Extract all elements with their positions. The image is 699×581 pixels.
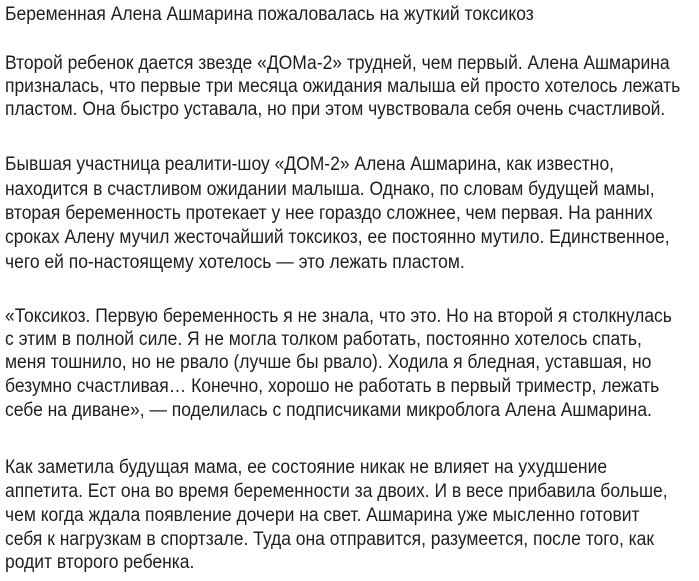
text-line: с этим в полной силе. Я не могла толком работать, постоянно хотелось спать,: [5, 329, 642, 350]
text-line: Как заметила будущая мама, ее состояние никак не влияет на ухудшение: [5, 457, 608, 478]
text-line: аппетита. Ест она во время беременности за двоих. И в весе прибавила больше,: [5, 481, 668, 502]
article-title: Беременная Алена Ашмарина пожаловалась на жуткий токсикоз: [5, 4, 534, 25]
text-line: пластом. Она быстро уставала, но при этом чувствовала себя очень счастливой.: [5, 99, 666, 120]
text-line: безумно счастливая… Конечно, хорошо не работать в первый триместр, лежать: [5, 376, 660, 397]
text-line: Второй ребенок дается звезде «ДОМа-2» трудней, чем первый. Алена Ашмарина: [5, 53, 670, 74]
text-line: себе на диване», — поделилась с подписчиками микроблога Алена Ашмарина.: [5, 400, 652, 421]
text-line: родит второго ребенка.: [5, 552, 195, 573]
text-line: «Токсикоз. Первую беременность я не знала, что это. Но на второй я столкнулась: [5, 306, 672, 327]
text-line: чего ей по-настоящему хотелось — это лежать пластом.: [5, 252, 465, 273]
text-line: чем когда ждала появление дочери на свет. Ашмарина уже мысленно готовит: [5, 505, 640, 526]
text-line: меня тошнило, но не рвало (лучше бы рвало). Ходила я бледная, уставшая, но: [5, 352, 652, 373]
text-line: сроках Алену мучил жесточайший токсикоз, ее постоянно мутило. Единственное,: [5, 227, 670, 248]
text-line: вторая беременность протекает у нее гораздо сложнее, чем первая. На ранних: [5, 203, 653, 224]
text-line: находится в счастливом ожидании малыша. Однако, по словам будущей мамы,: [5, 179, 655, 200]
text-line: призналась, что первые три месяца ожидания малыша ей просто хотелось лежать: [5, 76, 681, 97]
text-line: себя к нагрузкам в спортзале. Туда она отправится, разумеется, после того, как: [5, 529, 655, 550]
text-line: Бывшая участница реалити-шоу «ДОМ-2» Алена Ашмарина, как известно,: [5, 154, 615, 175]
